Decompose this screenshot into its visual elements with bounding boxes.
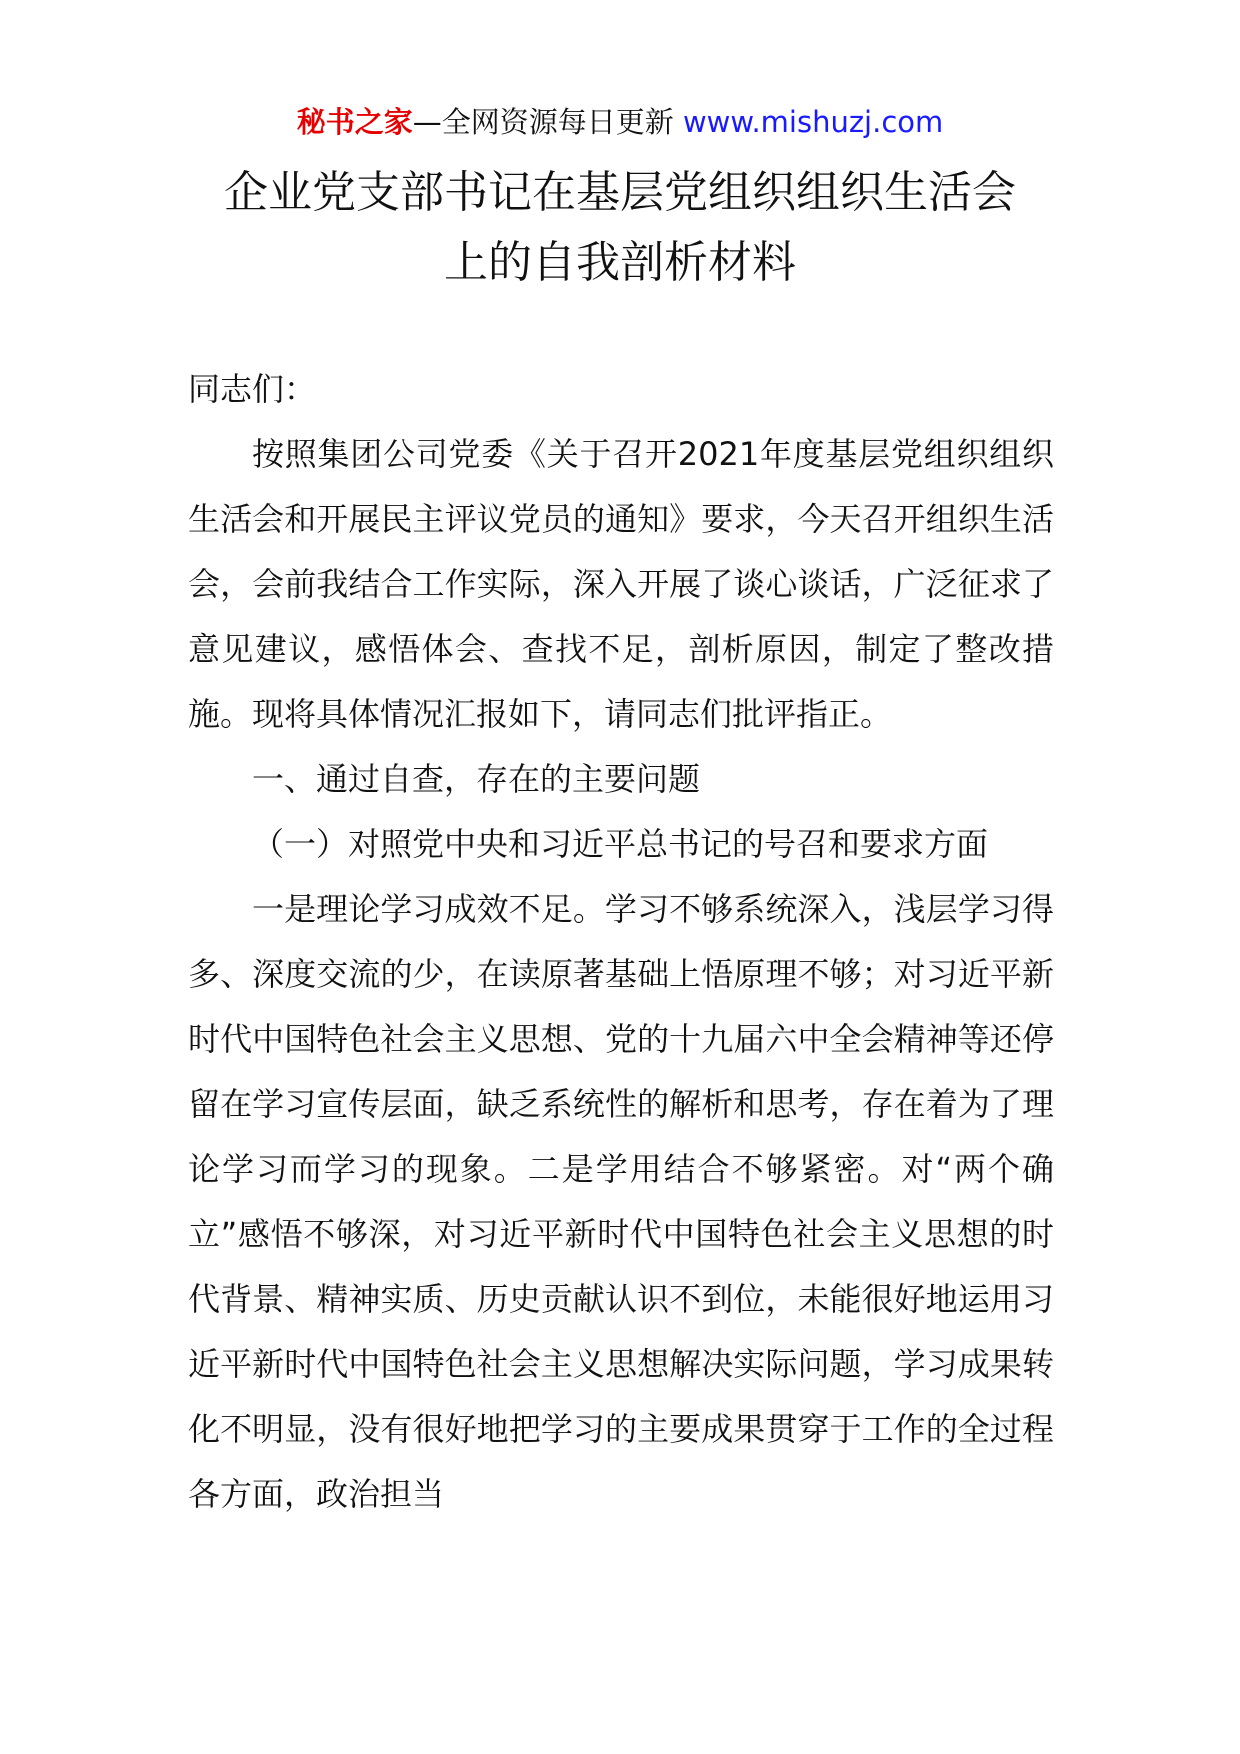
document-body [188, 357, 1054, 1527]
brand-name: 秘书之家 [296, 105, 413, 139]
title-line-1: 企业党支部书记在基层党组织组织生活会 [224, 167, 1016, 218]
paragraph-issues: 一是理论学习成效不足。学习不够系统深入，浅层学习得多、深度交流的少，在读原著基础上悟原理不够；对习近平新时代中国特色社会主义思想、党的十九届六中全会精神等还停留在学习宣传层面，缺乏系统性的解析和思考，存在着为了理论学习而学习的现象。二是学用结合不够紧密。对“两个确立”感悟不够深，对习近平新时代中国特色社会主义思想的时代背景、精神实质、历史贡献认识不到位，未能很好地运用习近平新时代中国特色社会主义思想解决实际问题，学习成果转化不明显，没有很好地把学习的主要成果贯穿于工作的全过程各方面，政治担当 [188, 890, 1054, 1513]
header-dash: — [412, 105, 442, 139]
document-title [160, 158, 1080, 298]
header-tagline: 全网资源每日更新 [441, 105, 683, 139]
salutation: 同志们： [188, 370, 317, 408]
paragraph-intro: 按照集团公司党委《关于召开2021年度基层党组织组织生活会和开展民主评议党员的通知》要求，今天召开组织生活会，会前我结合工作实际，深入开展了谈心谈话，广泛征求了意见建议，感悟体会、查找不足，剖析原因，制定了整改措施。现将具体情况汇报如下，请同志们批评指正。 [188, 435, 1054, 733]
subsection-heading: （一）对照党中央和习近平总书记的号召和要求方面 [252, 825, 989, 863]
site-header [0, 100, 1240, 144]
section-heading: 一、通过自查，存在的主要问题 [252, 760, 701, 798]
site-url: www.mishuzj.com [682, 105, 944, 139]
title-line-2: 上的自我剖析材料 [444, 237, 796, 288]
